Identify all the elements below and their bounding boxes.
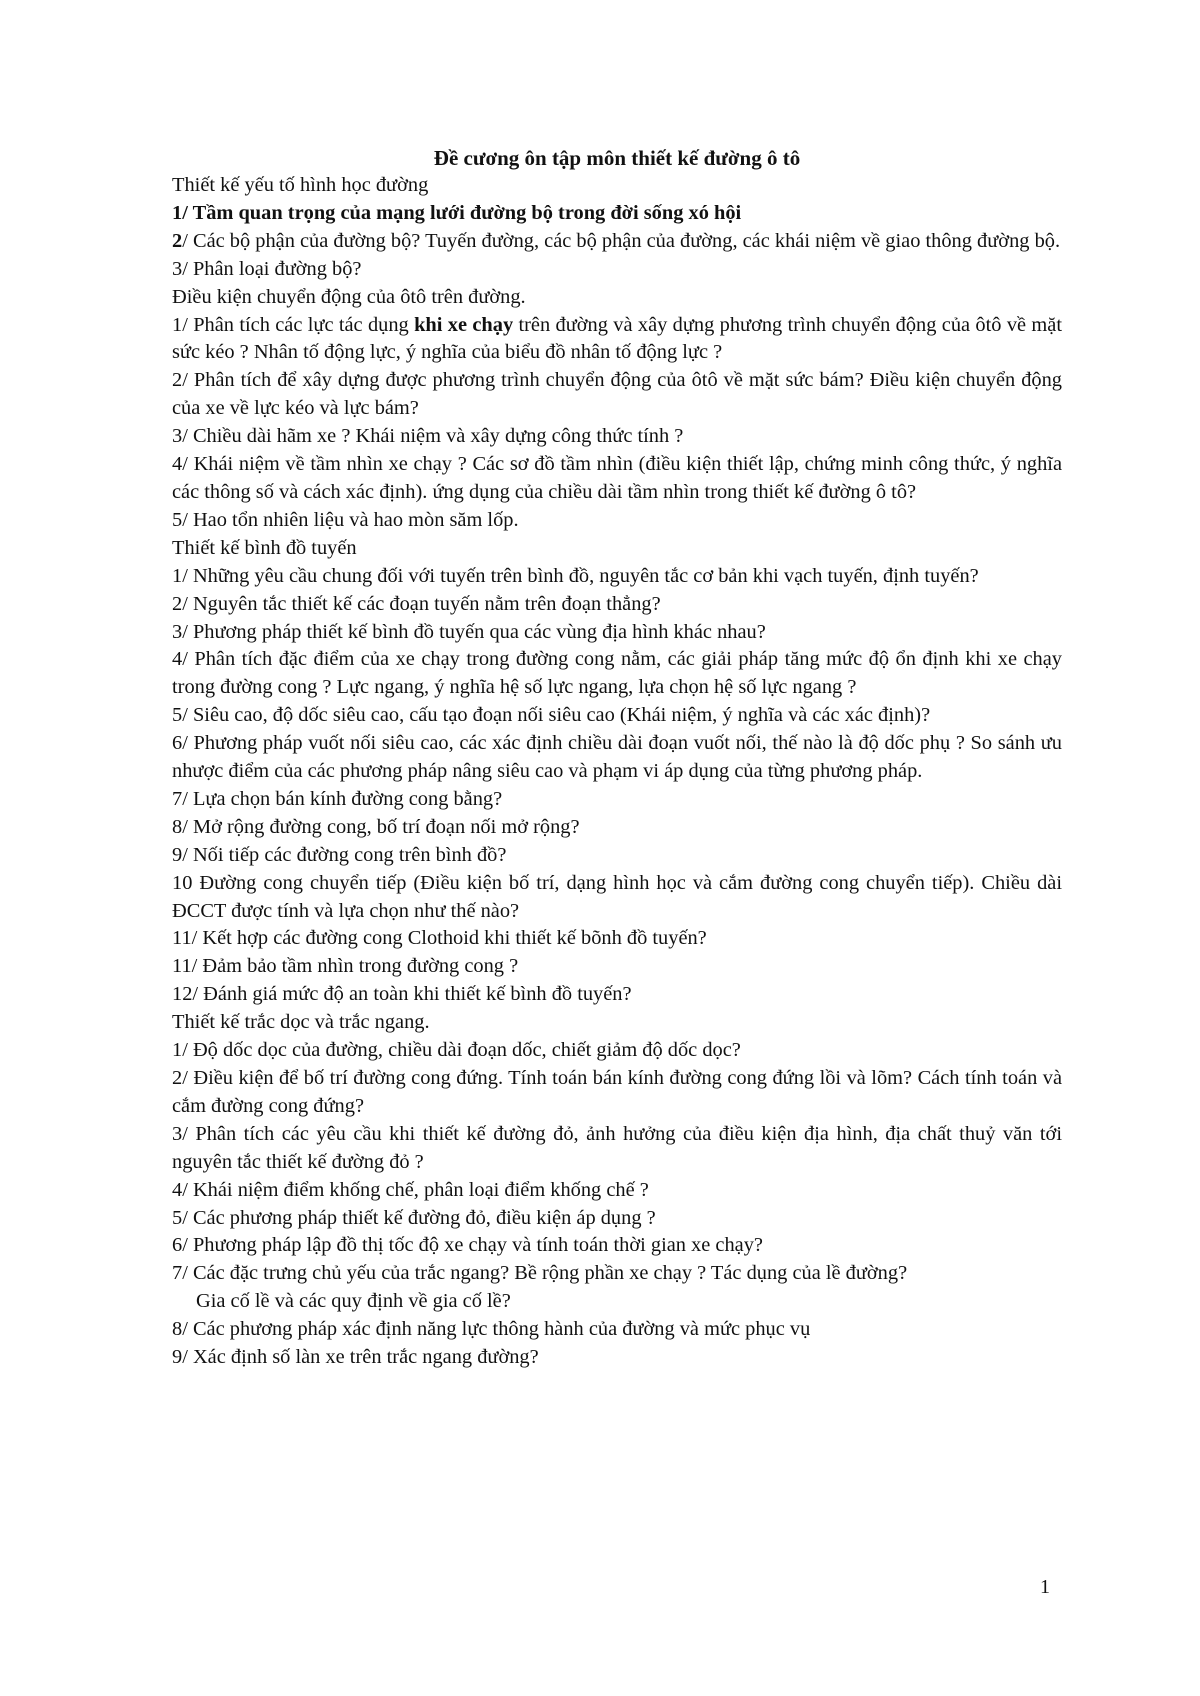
list-item: 7/ Lựa chọn bán kính đường cong bằng? xyxy=(172,787,503,810)
list-item: 11/ Kết hợp các đường cong Clothoid khi thiết kế bõnh đồ tuyến? xyxy=(172,927,707,950)
item-text: / Các bộ phận của đường bộ? Tuyến đường, các bộ phận của đường, các khái niệm về giao thông đường bộ. xyxy=(182,229,1061,252)
list-item: 3/ Phân tích các yêu cầu khi thiết kế đường đỏ, ảnh hưởng của điều kiện địa hình, địa chất thuỷ văn tới nguyên tắc thiết kế đường đỏ ? xyxy=(172,1122,1062,1173)
list-item: 9/ Nối tiếp các đường cong trên bình đồ? xyxy=(172,843,507,866)
list-item: 2/ Nguyên tắc thiết kế các đoạn tuyến nằm trên đoạn thẳng? xyxy=(172,592,661,615)
list-item: 2/ Điều kiện để bố trí đường cong đứng. Tính toán bán kính đường cong đứng lồi và lõm? Cách tính toán và cắm đường cong đứng? xyxy=(172,1067,1062,1117)
section-heading: Thiết kế trắc dọc và trắc ngang. xyxy=(172,1011,430,1034)
list-item: 3/ Phương pháp thiết kế bình đồ tuyến qua các vùng địa hình khác nhau? xyxy=(172,620,766,643)
list-item: 1/ Những yêu cầu chung đối với tuyến trên bình đồ, nguyên tắc cơ bản khi vạch tuyến, định tuyến? xyxy=(172,564,979,587)
list-item xyxy=(172,312,1062,368)
list-item: 12/ Đánh giá mức độ an toàn khi thiết kế bình đồ tuyến? xyxy=(172,983,632,1006)
item-text: 1/ Phân tích các lực tác dụng xyxy=(172,313,415,336)
section-route-plan xyxy=(172,535,1062,1009)
page-title: Đề cương ôn tập môn thiết kế đường ô tô xyxy=(433,146,801,170)
list-item: 2/ Phân tích để xây dựng được phương trình chuyển động của ôtô về mặt sức bám? Điều kiện chuyển động của xe về lực kéo và lực bám? xyxy=(172,369,1062,420)
list-item: 7/ Các đặc trưng chủ yếu của trắc ngang? Bề rộng phần xe chạy ? Tác dụng của lề đường? xyxy=(172,1262,908,1285)
list-item xyxy=(172,228,1062,256)
list-item: 6/ Phương pháp vuốt nối siêu cao, các xác định chiều dài đoạn vuốt nối, thế nào là độ dốc phụ ? So sánh ưu nhược điểm của các phương pháp nâng siêu cao và phạm vi áp dụng của từng phương pháp. xyxy=(172,732,1062,783)
list-item: 8/ Mở rộng đường cong, bố trí đoạn nối mở rộng? xyxy=(172,815,580,838)
list-item: 6/ Phương pháp lập đồ thị tốc độ xe chạy và tính toán thời gian xe chạy? xyxy=(172,1234,763,1257)
list-item: 4/ Phân tích đặc điểm của xe chạy trong đường cong nằm, các giải pháp tăng mức độ ổn định khi xe chạy trong đường cong ? Lực ngang, ý nghĩa hệ số lực ngang, lựa chọn hệ số lực ngang ? xyxy=(172,648,1062,699)
list-item: 1/ Độ dốc dọc của đường, chiều dài đoạn dốc, chiết giảm độ dốc dọc? xyxy=(172,1039,741,1062)
document-body xyxy=(172,144,1062,1372)
item-text: trên đường và xây dựng phương trình chuyển động của ôtô về mặt sức kéo ? Nhân tố động lực, ý nghĩa của biểu đồ nhân tố động lực ? xyxy=(172,313,1062,364)
list-item: 8/ Các phương pháp xác định năng lực thông hành của đường và mức phục vụ xyxy=(172,1318,811,1341)
list-item: 5/ Các phương pháp thiết kế đường đỏ, điều kiện áp dụng ? xyxy=(172,1206,656,1229)
section-profile-cross-section xyxy=(172,1009,1062,1372)
list-item: 1/ Tầm quan trọng của mạng lưới đường bộ trong đời sống xó hội xyxy=(172,201,742,224)
list-item: 5/ Hao tổn nhiên liệu và hao mòn săm lốp. xyxy=(172,508,519,531)
list-item: 3/ Chiều dài hãm xe ? Khái niệm và xây dựng công thức tính ? xyxy=(172,425,684,448)
list-item: 10 Đường cong chuyển tiếp (Điều kiện bố trí, dạng hình học và cắm đường cong chuyển tiếp). Chiều dài ĐCCT được tính và lựa chọn như thế nào? xyxy=(172,871,1062,922)
section-heading: Thiết kế bình đồ tuyến xyxy=(172,536,357,559)
item-emphasis: khi xe chạy xyxy=(414,313,514,336)
section-geometric-design xyxy=(172,172,1062,284)
section-vehicle-motion xyxy=(172,284,1062,535)
list-item-continuation: Gia cố lề và các quy định về gia cố lề? xyxy=(196,1290,511,1313)
item-number: 2 xyxy=(172,229,183,252)
list-item: 11/ Đảm bảo tầm nhìn trong đường cong ? xyxy=(172,955,519,978)
list-item: 3/ Phân loại đường bộ? xyxy=(172,257,362,280)
list-item: 5/ Siêu cao, độ dốc siêu cao, cấu tạo đoạn nối siêu cao (Khái niệm, ý nghĩa và các xác định)? xyxy=(172,704,931,727)
list-item: 9/ Xác định số làn xe trên trắc ngang đường? xyxy=(172,1346,539,1369)
section-heading: Điều kiện chuyển động của ôtô trên đường. xyxy=(172,285,526,308)
page-number: 1 xyxy=(1040,1576,1050,1598)
list-item: 4/ Khái niệm về tầm nhìn xe chạy ? Các sơ đồ tầm nhìn (điều kiện thiết lập, chứng minh công thức, ý nghĩa các thông số và cách xác định). ứng dụng của chiều dài tầm nhìn trong thiết kế đường ô tô? xyxy=(172,453,1062,503)
section-heading: Thiết kế yếu tố hình học đường xyxy=(172,174,429,196)
list-item: 4/ Khái niệm điểm khống chế, phân loại điểm khống chế ? xyxy=(172,1178,649,1201)
